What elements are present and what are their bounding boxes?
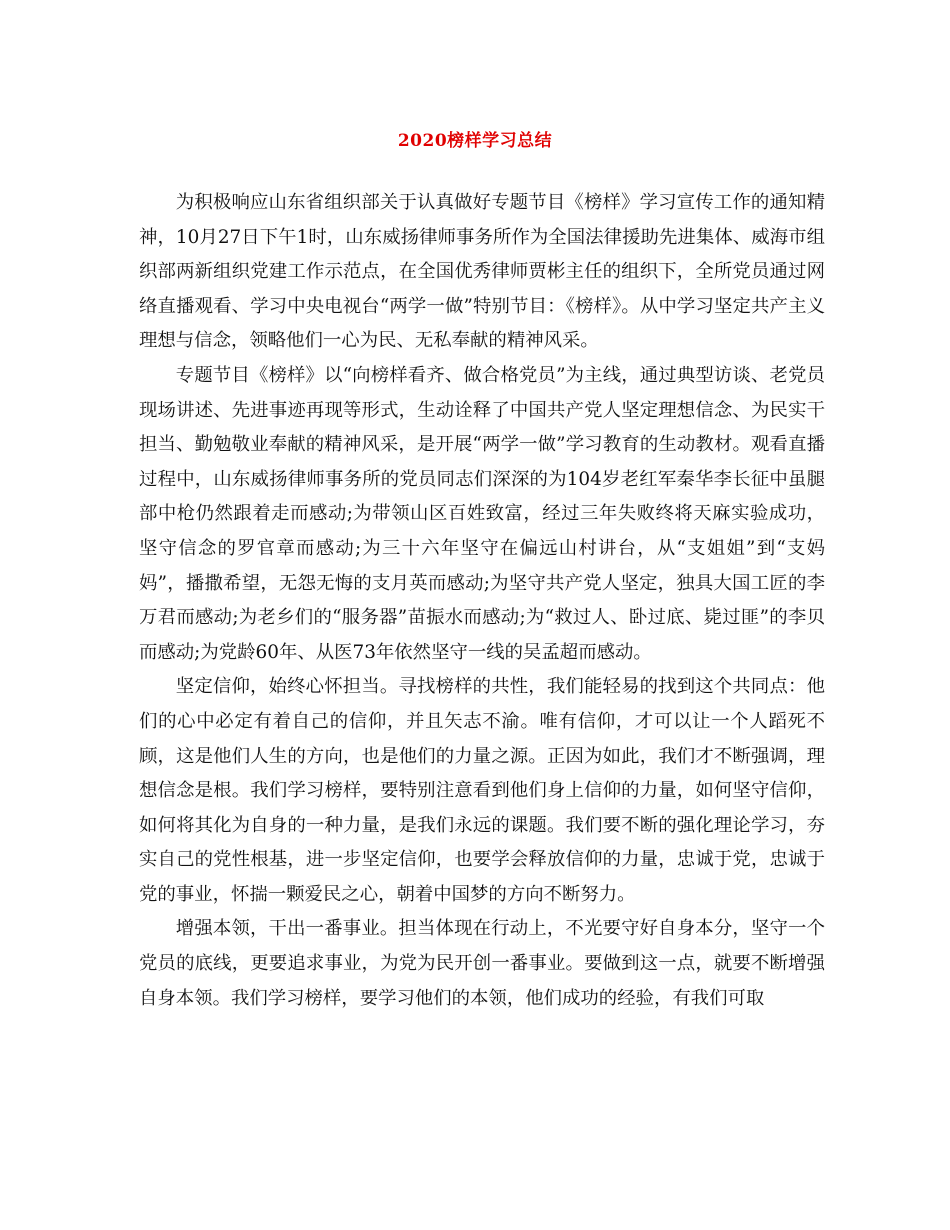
paragraph-4: 增强本领，干出一番事业。担当体现在行动上，不光要守好自身本分，坚守一个党员的底线，更要追求事业，为党为民开创一番事业。要做到这一点，就要不断增强自身本领。我们学习榜样，要学习他们的本领，他们成功的经验，有我们可取 [139, 918, 825, 1009]
paragraph-2: 专题节目《榜样》以“向榜样看齐、做合格党员”为主线，通过典型访谈、老党员现场讲述、先进事迹再现等形式，生动诠释了中国共产党人坚定理想信念、为民实干担当、勤勉敬业奉献的精神风采，是开展“两学一做”学习教育的生动教材。观看直播过程中，山东威扬律师事务所的党员同志们深深的为104岁老红军秦华李长征中虽腿部中枪仍然跟着走而感动;为带领山区百姓致富，经过三年失败终将天麻实验成功，坚守信念的罗官章而感动;为三十六年坚守在偏远山村讲台，从“支姐姐”到“支妈妈”，播撒希望，无怨无悔的支月英而感动;为坚守共产党人坚定，独具大国工匠的李万君而感动;为老乡们的“服务器”苗振水而感动;为“救过人、卧过底、毙过匪”的李贝而感动;为党龄60年、从医73年依然坚守一线的吴孟超而感动。 [139, 364, 825, 663]
paragraph-3: 坚定信仰，始终心怀担当。寻找榜样的共性，我们能轻易的找到这个共同点：他们的心中必定有着自己的信仰，并且矢志不渝。唯有信仰，才可以让一个人蹈死不顾，这是他们人生的方向，也是他们的力量之源。正因为如此，我们才不断强调，理想信念是根。我们学习榜样，要特别注意看到他们身上信仰的力量，如何坚守信仰，如何将其化为自身的一种力量，是我们永远的课题。我们要不断的强化理论学习，夯实自己的党性根基，进一步坚定信仰，也要学会释放信仰的力量，忠诚于党，忠诚于党的事业，怀揣一颗爱民之心，朝着中国梦的方向不断努力。 [139, 676, 825, 905]
document-title: 2020榜样学习总结 [397, 131, 553, 151]
paragraph-1: 为积极响应山东省组织部关于认真做好专题节目《榜样》学习宣传工作的通知精神，10月27日下午1时，山东威扬律师事务所作为全国法律援助先进集体、威海市组织部两新组织党建工作示范点，在全国优秀律师贾彬主任的组织下，全所党员通过网络直播观看、学习中央电视台“两学一做”特别节目：《榜样》。从中学习坚定共产主义理想与信念，领略他们一心为民、无私奉献的精神风采。 [139, 192, 825, 352]
document-body [139, 186, 825, 1016]
